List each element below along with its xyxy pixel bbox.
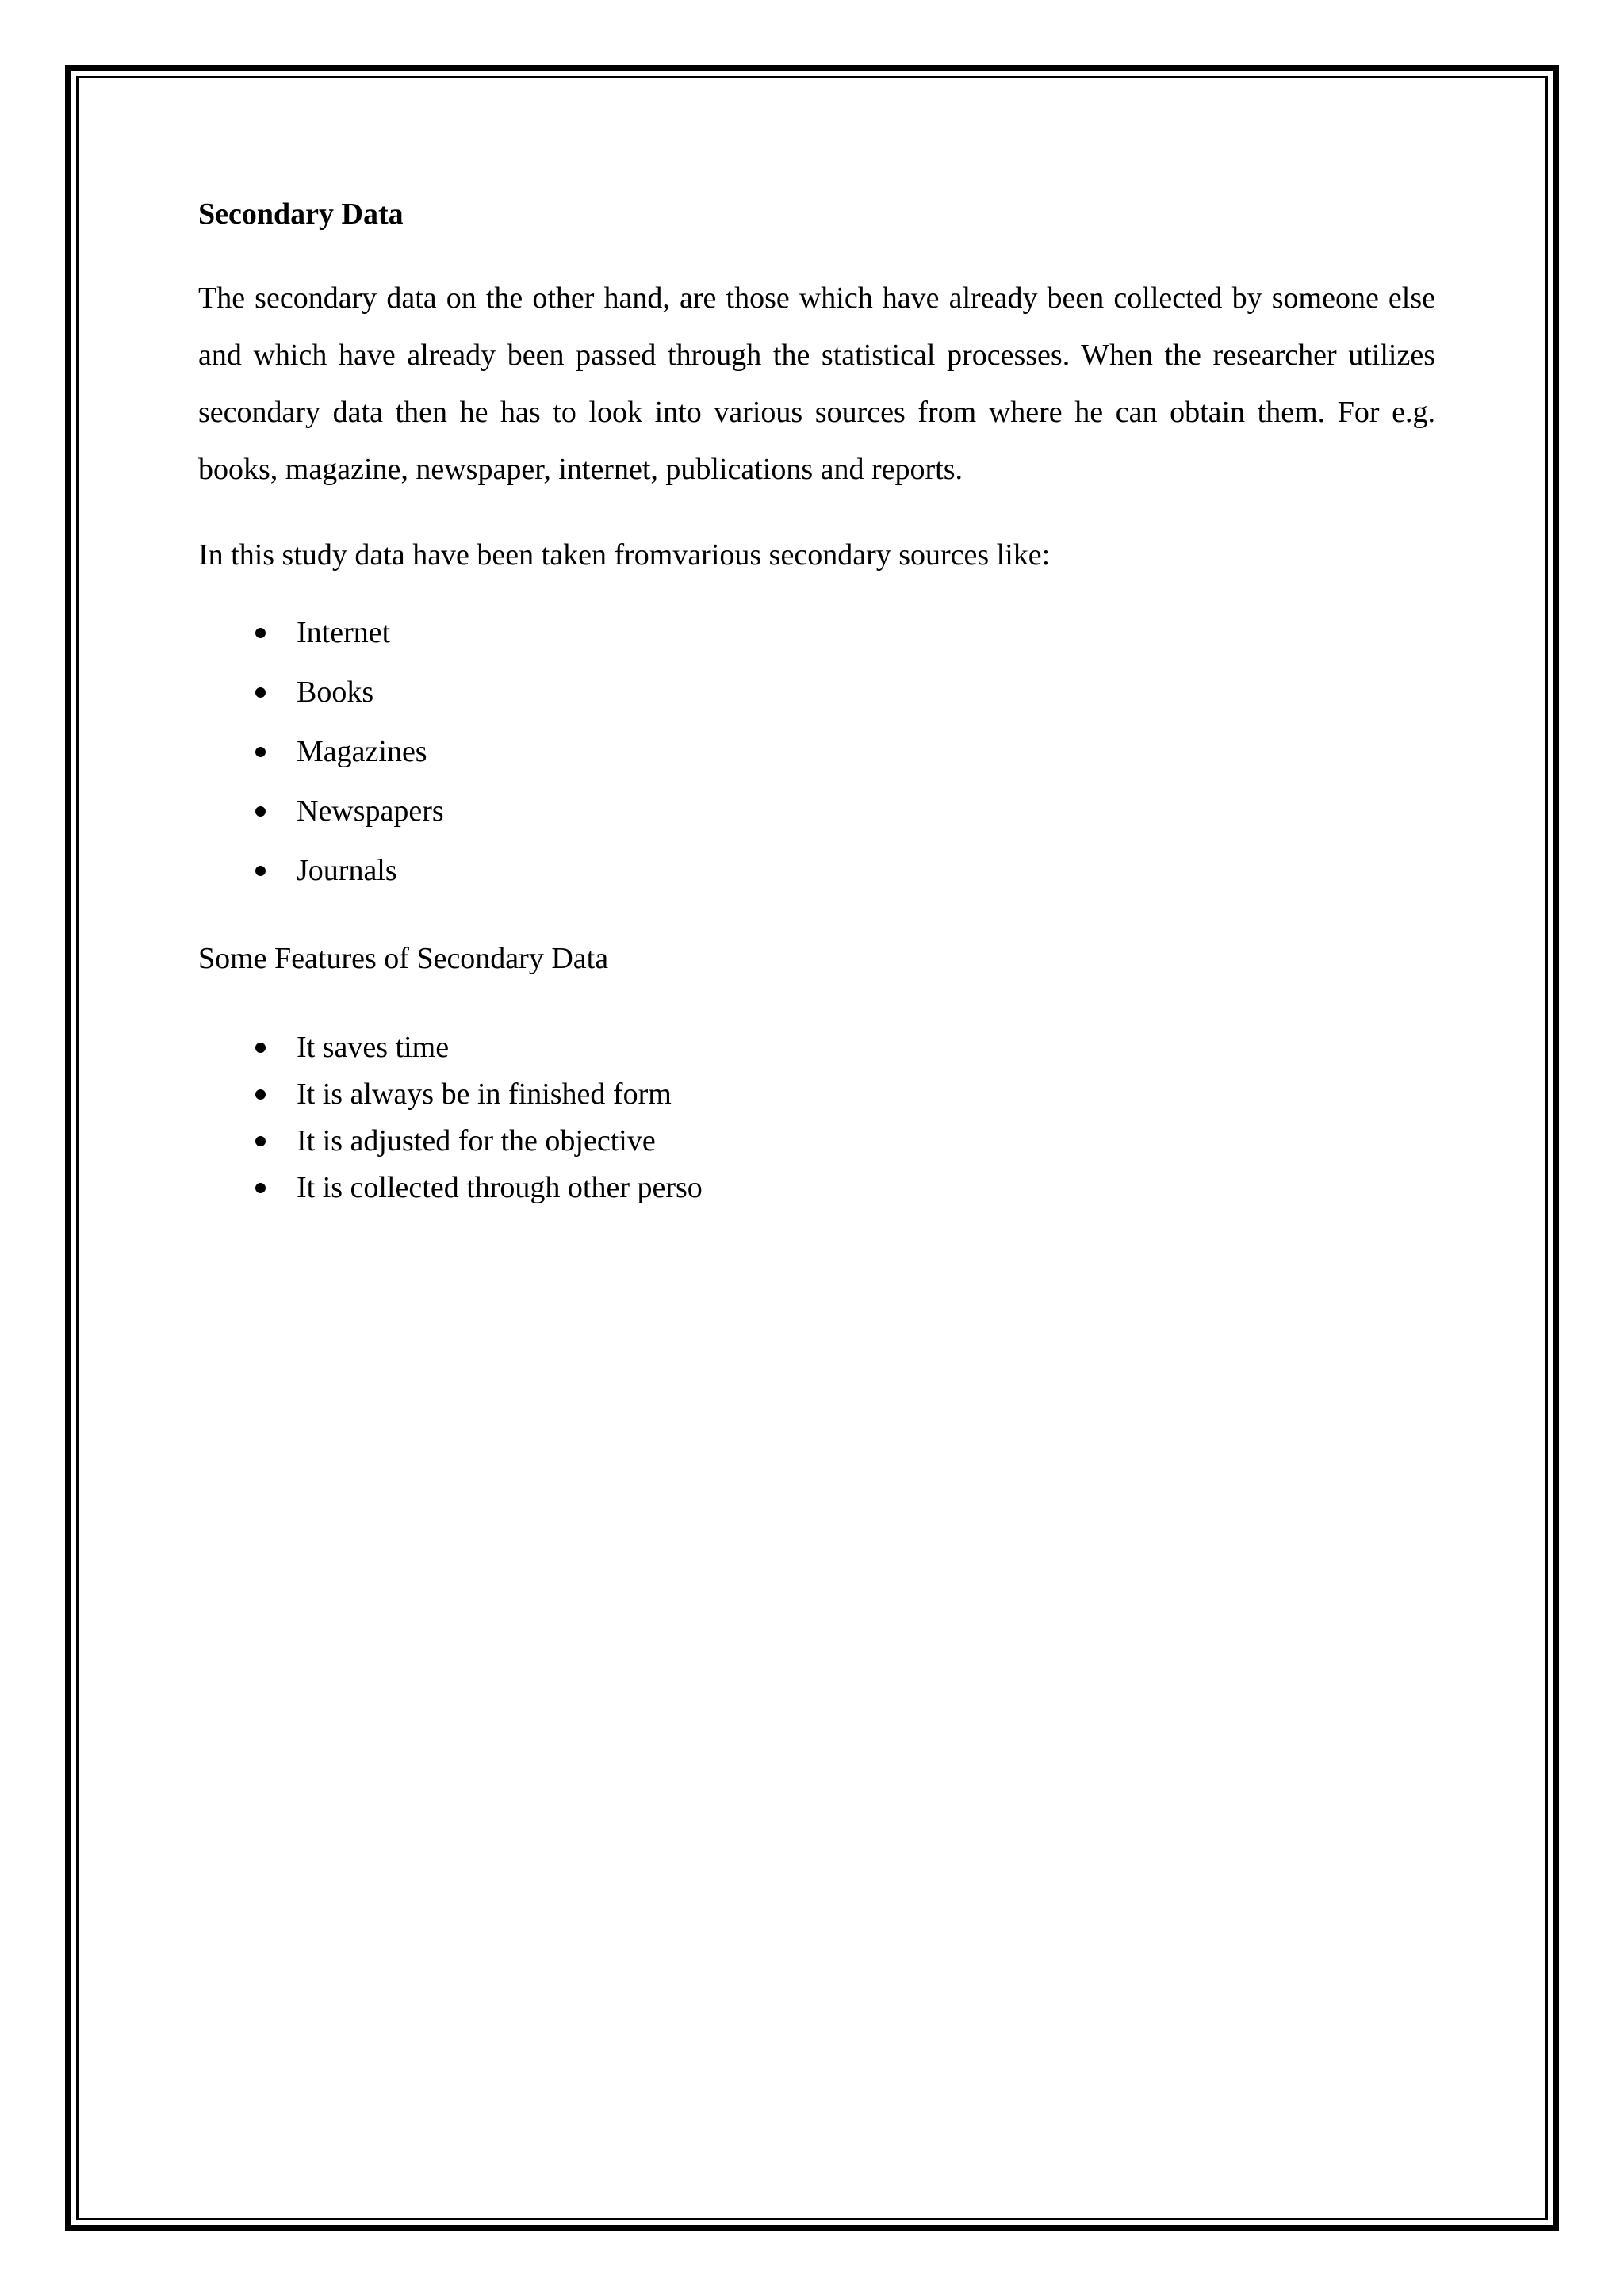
features-list [198, 1025, 1435, 1212]
sources-list [198, 609, 1435, 906]
list-item [198, 847, 1435, 906]
bullet-icon [255, 1183, 266, 1193]
bullet-icon [255, 806, 266, 817]
list-item-label: It is collected through other perso [297, 1171, 703, 1204]
list-item-label: It saves time [297, 1031, 450, 1064]
list-item [198, 1165, 1435, 1212]
list-item-label: Internet [297, 616, 391, 649]
bullet-icon [255, 628, 266, 638]
features-heading: Some Features of Secondary Data [198, 942, 609, 975]
list-item [198, 728, 1435, 787]
list-item-label: Newspapers [297, 794, 444, 828]
bullet-icon [255, 1043, 266, 1053]
list-item-label: Magazines [297, 735, 427, 768]
list-item [198, 1072, 1435, 1119]
bullet-icon [255, 866, 266, 876]
list-item [198, 787, 1435, 847]
paragraph-definition: The secondary data on the other hand, are those which have already been collected by someone else and which have already been passed through the statistical processes. When the researcher utilizes secondary data then he has to look into various sources from where he can obtain them. For e.g. books, magazine, newspaper, internet, publications and reports. [198, 281, 1435, 486]
list-item [198, 668, 1435, 728]
list-item-label: Journals [297, 854, 397, 887]
bullet-icon [255, 1136, 266, 1146]
paragraph-sources-intro: In this study data have been taken fromvarious secondary sources like: [198, 538, 1051, 572]
list-item-label: It is adjusted for the objective [297, 1124, 656, 1158]
bullet-icon [255, 1089, 266, 1100]
list-item [198, 609, 1435, 668]
section-heading: Secondary Data [198, 197, 404, 231]
bullet-icon [255, 687, 266, 698]
list-item [198, 1025, 1435, 1072]
list-item [198, 1119, 1435, 1165]
bullet-icon [255, 747, 266, 757]
list-item-label: It is always be in finished form [297, 1077, 672, 1111]
document-body [198, 190, 1435, 1212]
list-item-label: Books [297, 675, 374, 709]
